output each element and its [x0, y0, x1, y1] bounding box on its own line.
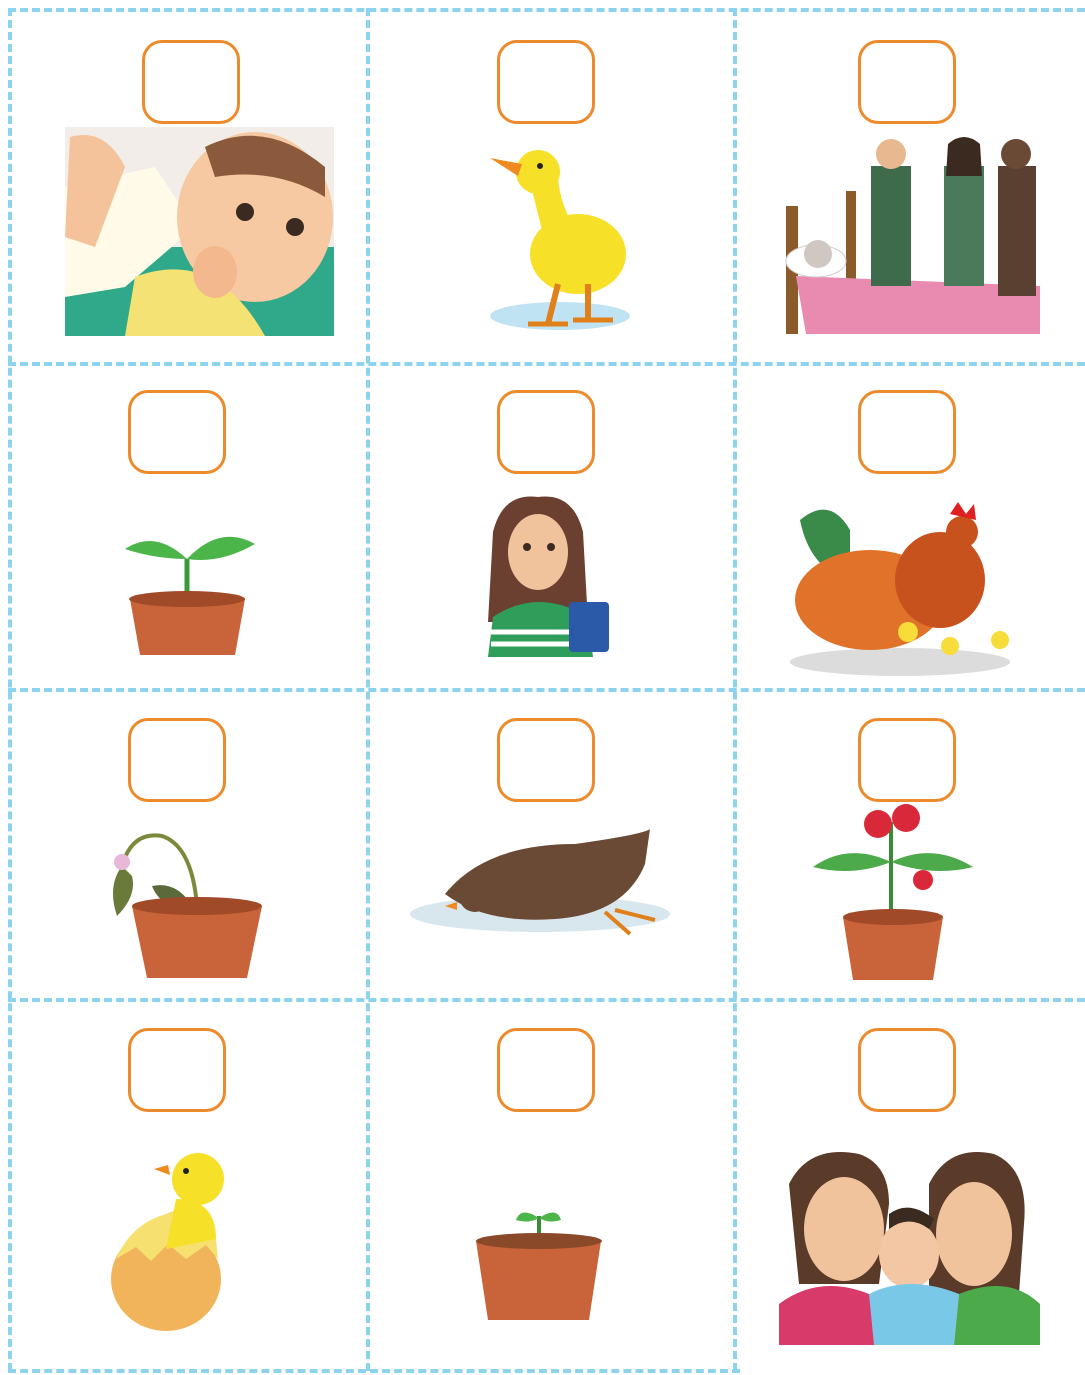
answer-box[interactable]: [497, 1028, 595, 1112]
grid-line: [8, 8, 1085, 12]
seedling-pot-icon: [125, 519, 255, 655]
grid-line: [366, 8, 370, 1371]
grid-line: [8, 998, 1085, 1002]
answer-box[interactable]: [497, 40, 595, 124]
dead-hen-icon: [405, 824, 675, 944]
baby-icon: [65, 127, 334, 336]
grid-line: [8, 8, 12, 1371]
wilted-plant-pot-icon: [92, 826, 268, 978]
sprout-pot-icon: [461, 1206, 616, 1320]
answer-box[interactable]: [128, 718, 226, 802]
answer-box[interactable]: [858, 390, 956, 474]
answer-box[interactable]: [497, 390, 595, 474]
girl-with-book-icon: [473, 492, 614, 657]
answer-box[interactable]: [858, 718, 956, 802]
elderly-person-bed-icon: [776, 136, 1040, 334]
grid-line: [733, 8, 737, 1371]
answer-box[interactable]: [128, 1028, 226, 1112]
duckling-icon: [488, 144, 636, 336]
flowering-plant-pot-icon: [808, 802, 974, 980]
answer-box[interactable]: [128, 390, 226, 474]
parents-with-baby-icon: [779, 1144, 1040, 1345]
answer-box[interactable]: [497, 718, 595, 802]
hatching-chick-icon: [106, 1139, 246, 1337]
hens-and-chicks-icon: [790, 500, 1016, 678]
grid-line: [8, 688, 1085, 692]
answer-box[interactable]: [858, 1028, 956, 1112]
grid-line: [8, 362, 1085, 366]
answer-box[interactable]: [858, 40, 956, 124]
grid-line: [8, 1369, 740, 1373]
answer-box[interactable]: [142, 40, 240, 124]
